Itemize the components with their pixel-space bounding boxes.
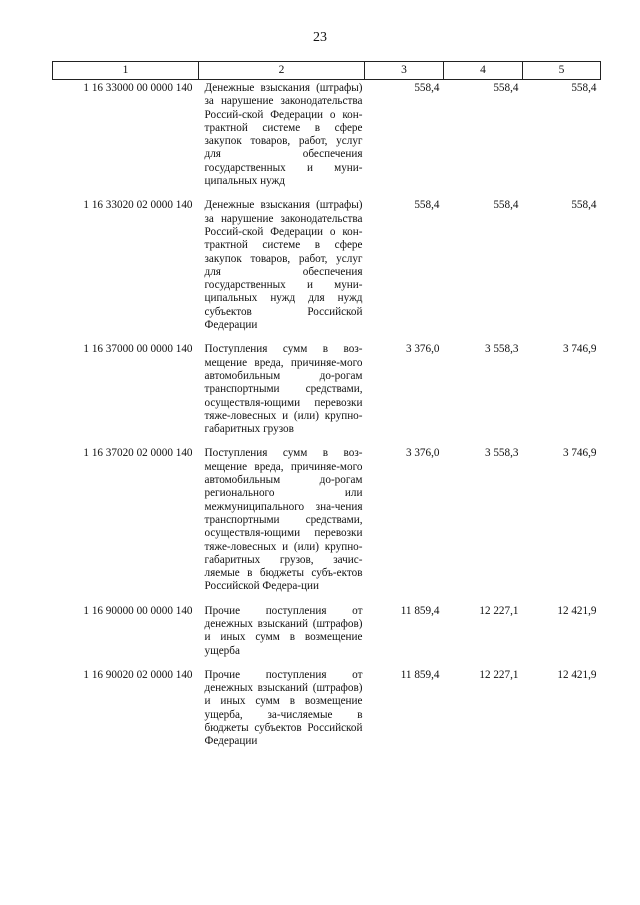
column-header-1: 1	[53, 62, 199, 80]
amount-col-3: 558,4	[414, 199, 440, 212]
amount-col-4: 558,4	[493, 199, 519, 212]
table-row	[53, 447, 601, 604]
amount-col-3: 3 376,0	[405, 343, 440, 356]
amount-col-5: 3 746,9	[562, 343, 597, 356]
table-row	[53, 199, 601, 343]
amount-col-4: 12 227,1	[479, 668, 519, 681]
revenue-code: 1 16 37000 00 0000 140	[83, 343, 193, 356]
table-header-row	[53, 62, 601, 80]
amount-col-5: 12 421,9	[557, 604, 597, 617]
amount-col-5: 558,4	[571, 199, 597, 212]
amount-col-5: 3 746,9	[562, 447, 597, 460]
column-header-4: 4	[444, 62, 523, 80]
revenue-code: 1 16 90000 00 0000 140	[83, 604, 193, 617]
column-header-3: 3	[365, 62, 444, 80]
revenue-code: 1 16 33000 00 0000 140	[83, 82, 193, 94]
column-header-5: 5	[523, 62, 601, 80]
revenue-code: 1 16 37020 02 0000 140	[83, 447, 193, 460]
amount-col-5: 558,4	[571, 82, 597, 94]
revenue-code: 1 16 33020 02 0000 140	[83, 199, 193, 212]
amount-col-4: 558,4	[493, 82, 519, 94]
amount-col-4: 12 227,1	[479, 604, 519, 617]
revenue-name: Поступления сумм в воз-мещение вреда, причиняе-мого автомобильным до-рогам транспортными средствами, осуществля-ющими перевозки тяже-ловесных и (или) крупно-габаритных грузов	[204, 343, 363, 436]
budget-table	[52, 61, 601, 760]
table-row	[53, 343, 601, 447]
table-row	[53, 605, 601, 669]
revenue-name: Прочие поступления от денежных взысканий (штрафов) и иных сумм в возмещение ущерба, за-числяемые в бюджеты субъектов Российской Федерации	[204, 668, 363, 748]
revenue-name: Прочие поступления от денежных взысканий (штрафов) и иных сумм в возмещение ущерба	[204, 604, 363, 657]
amount-col-3: 11 859,4	[400, 668, 440, 681]
amount-col-3: 558,4	[414, 82, 440, 94]
amount-col-4: 3 558,3	[484, 343, 519, 356]
table-row	[53, 669, 601, 760]
amount-col-4: 3 558,3	[484, 447, 519, 460]
column-header-2: 2	[199, 62, 365, 80]
revenue-name: Поступления сумм в воз-мещение вреда, причиняе-мого автомобильным до-рогам регионального или межмуниципального зна-чения транспортными средствами, осуществля-ющими перевозки тяже-ловесных и (или) крупно-габаритных грузов, зачис-ляемые в бюджеты субъ-ектов Российской Федера-ции	[204, 447, 363, 593]
page-number: 23	[313, 30, 327, 45]
revenue-name: Денежные взыскания (штрафы) за нарушение законодательства Россий-ской Федерации о кон-трактной системе в сфере закупок товаров, работ, услуг для обеспечения государственных и муни-ципальных нужд	[204, 82, 363, 188]
revenue-code: 1 16 90020 02 0000 140	[83, 668, 193, 681]
table-row	[53, 80, 601, 200]
amount-col-5: 12 421,9	[557, 668, 597, 681]
amount-col-3: 3 376,0	[405, 447, 440, 460]
amount-col-3: 11 859,4	[400, 604, 440, 617]
revenue-name: Денежные взыскания (штрафы) за нарушение законодательства Россий-ской Федерации о кон-трактной системе в сфере закупок товаров, работ, услуг для обеспечения государственных и муни-ципальных нужд для нужд субъектов Российской Федерации	[204, 199, 363, 332]
